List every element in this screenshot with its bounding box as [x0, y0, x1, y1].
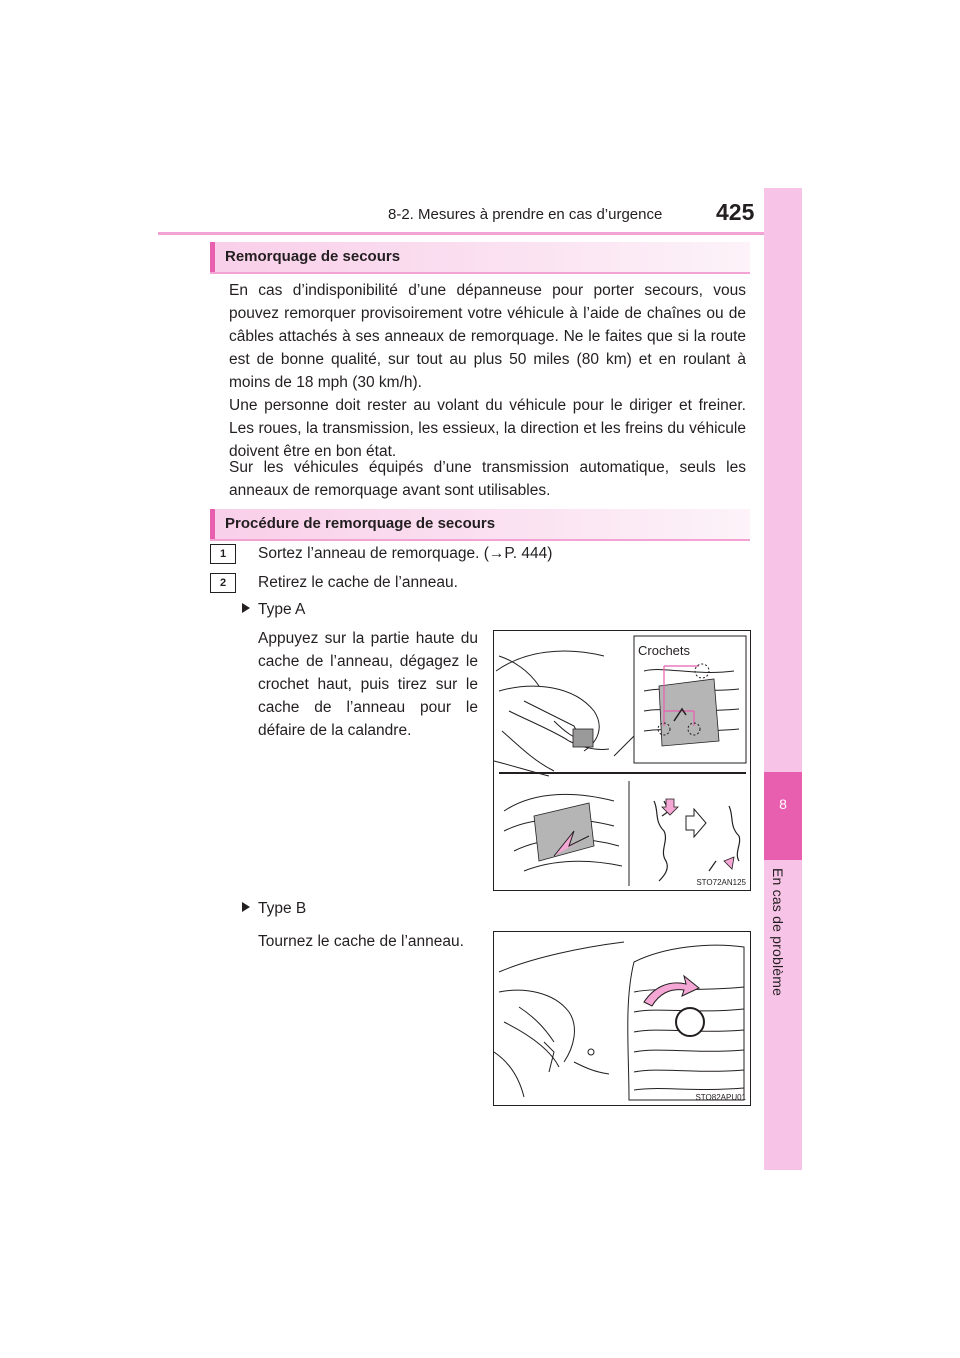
- step-number: 1: [219, 548, 227, 560]
- type-a-label: [242, 601, 305, 619]
- step-number-box: [210, 573, 236, 593]
- heading-accent-bar: [210, 242, 215, 272]
- chapter-label: En cas de problème: [770, 868, 786, 997]
- triangle-bullet-icon: [242, 603, 250, 613]
- heading-accent-bar: [210, 509, 215, 539]
- chapter-number-box: [764, 772, 802, 860]
- type-b-instruction: Tournez le cache de l’anneau.: [258, 933, 464, 950]
- type-label-text: Type B: [258, 900, 307, 917]
- type-label-text: Type A: [258, 601, 306, 618]
- step-text: Retirez le cache de l’anneau.: [258, 574, 458, 591]
- figure-type-a: [493, 630, 751, 891]
- section-heading-towing-procedure: [210, 509, 750, 541]
- chapter-side-tab: [764, 188, 802, 1170]
- header-rule: [158, 232, 801, 235]
- car-grille-illustration: [494, 631, 750, 890]
- chapter-number: 8: [779, 796, 787, 812]
- paragraph: Sur les véhicules équipés d’une transmission automatique, seuls les anneaux de remorquage avant sont utilisables.: [229, 459, 746, 499]
- figure-callout-hooks: Crochets: [638, 643, 691, 658]
- page-number: 425: [716, 199, 755, 225]
- section-heading-emergency-towing: [210, 242, 750, 274]
- figure-code: STO72AN125: [696, 878, 746, 887]
- section-heading-text: Procédure de remorquage de secours: [225, 515, 496, 532]
- running-header-title: 8-2. Mesures à prendre en cas d’urgence: [388, 206, 663, 223]
- figure-type-b: [493, 931, 751, 1106]
- type-b-label: [242, 900, 306, 918]
- car-grille-illustration: [494, 932, 750, 1105]
- paragraph: En cas d’indisponibilité d’une dépanneuse pour porter secours, vous pouvez remorquer provisoirement votre véhicule à l’aide de chaînes ou de câbles attachés à ses anneaux de remorquage. Ne le faites que si la route est de bonne qualité, sur tout au plus 50 miles (80 km) et en roulant à moins de 18 mph (30 km/h).: [229, 282, 746, 391]
- step-text: Sortez l’anneau de remorquage. (→P. 444): [258, 545, 553, 562]
- triangle-bullet-icon: [242, 902, 250, 912]
- step-number: 2: [219, 577, 227, 589]
- step-number-box: [210, 544, 236, 564]
- type-a-instruction: Appuyez sur la partie haute du cache de l’anneau, dégagez le crochet haut, puis tirez sur le cache de l’anneau pour le défaire de la calandre.: [258, 630, 478, 739]
- paragraph: Une personne doit rester au volant du véhicule pour le diriger et freiner. Les roues, la transmission, les essieux, la direction et les freins du véhicule doivent être en bon état.: [229, 397, 746, 460]
- section-heading-text: Remorquage de secours: [225, 248, 401, 265]
- figure-code: STO82APU01: [695, 1093, 746, 1102]
